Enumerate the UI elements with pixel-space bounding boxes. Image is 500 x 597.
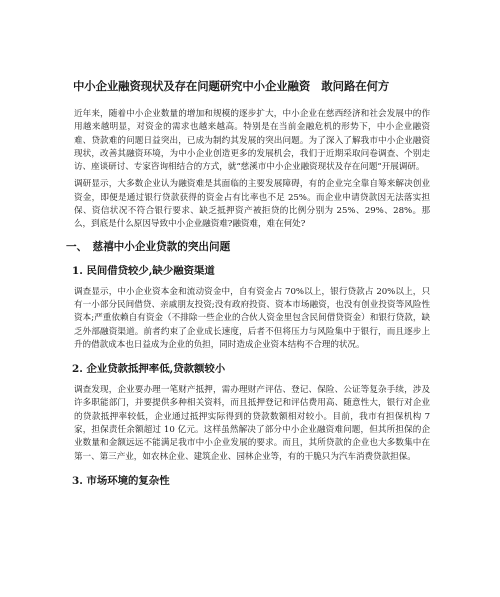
section-heading: 一、 慈禧中小企业贷款的突出问题 — [66, 240, 231, 253]
intro-paragraph: 近年来，随着中小企业数量的增加和规模的逐步扩大，中小企业在慈西经济和社会发展中的作用越来越明显，对资金的需求也越来越高。特别是在当前金融危机的形势下，中小企业融资难、贷款难的问题日益突出，已成为制约其发展的突出问题。为了深入了解我市中小企业融资现状，改善其融资环境，为中小企业创造更多的发展机会，我们于近期采取问卷调查、个别走访、座谈研讨、专家咨询相结合的方式，就“慈溪市中小企业融资现状及存在问题”开展调研。 — [74, 109, 430, 173]
subsection-heading-3: 3. 市场环境的复杂性 — [72, 474, 170, 487]
subsection-2-paragraph: 调查发现，企业要办理一笔财产抵押，需办理财产评估、登记、保险、公证等复杂手续，涉及许多职能部门，并要提供多种相关资料，而且抵押登记和评估费用高、随意性大，银行对企业的贷款抵押率较低，企业通过抵押实际得到的贷款数额相对较小。目前，我市有担保机构 7 家，担保责任余额超过 10 亿元。这样虽然解决了部分中小企业融资难问题，但其所担保的企业数量和金额远远不能满足我市中小企业发展的要求。而且，其所贷款的企业也大多数集中在第一、第三产业，如农林企业、建筑企业、园林企业等，有的干脆只为汽车消费贷款担保。 — [74, 385, 430, 462]
survey-paragraph: 调研显示，大多数企业认为融资难是其面临的主要发展障碍，有的企业完全靠自筹来解决创业资金，即便是通过银行贷款获得的资金占有比率也不足 25%。而企业申请贷款因无法落实担保、资信状况不符合银行要求、缺乏抵押资产被拒贷的比例分别为 25%、29%、28%。那么，到底是什么原因导致中小企业融资难?融资难，难在何处? — [74, 179, 430, 230]
document-page — [66, 78, 430, 496]
subsection-1-paragraph: 调查显示，中小企业资本金和流动资金中，自有资金占 70%以上，银行贷款占 20%以上，只有一小部分民间借贷、亲戚朋友投资;没有政府投资、资本市场融资，也没有创业投资等风险性资本;严重依赖自有资金（不排除一些企业的合伙人资金里包含民间借贷资金）和银行贷款，缺乏外部融资渠道。前者约束了企业成长速度，后者不但将压力与风险集中于银行，而且逐步上升的借款成本也日益成为企业的负担，同时造成企业资本结构不合理的状况。 — [74, 286, 430, 350]
subsection-heading-2: 2. 企业贷款抵押率低,贷款额较小 — [72, 363, 226, 376]
subsection-heading-1: 1. 民间借贷较少,缺少融资渠道 — [72, 264, 215, 277]
document-title: 中小企业融资现状及存在问题研究中小企业融资 敢问路在何方 — [73, 79, 390, 93]
